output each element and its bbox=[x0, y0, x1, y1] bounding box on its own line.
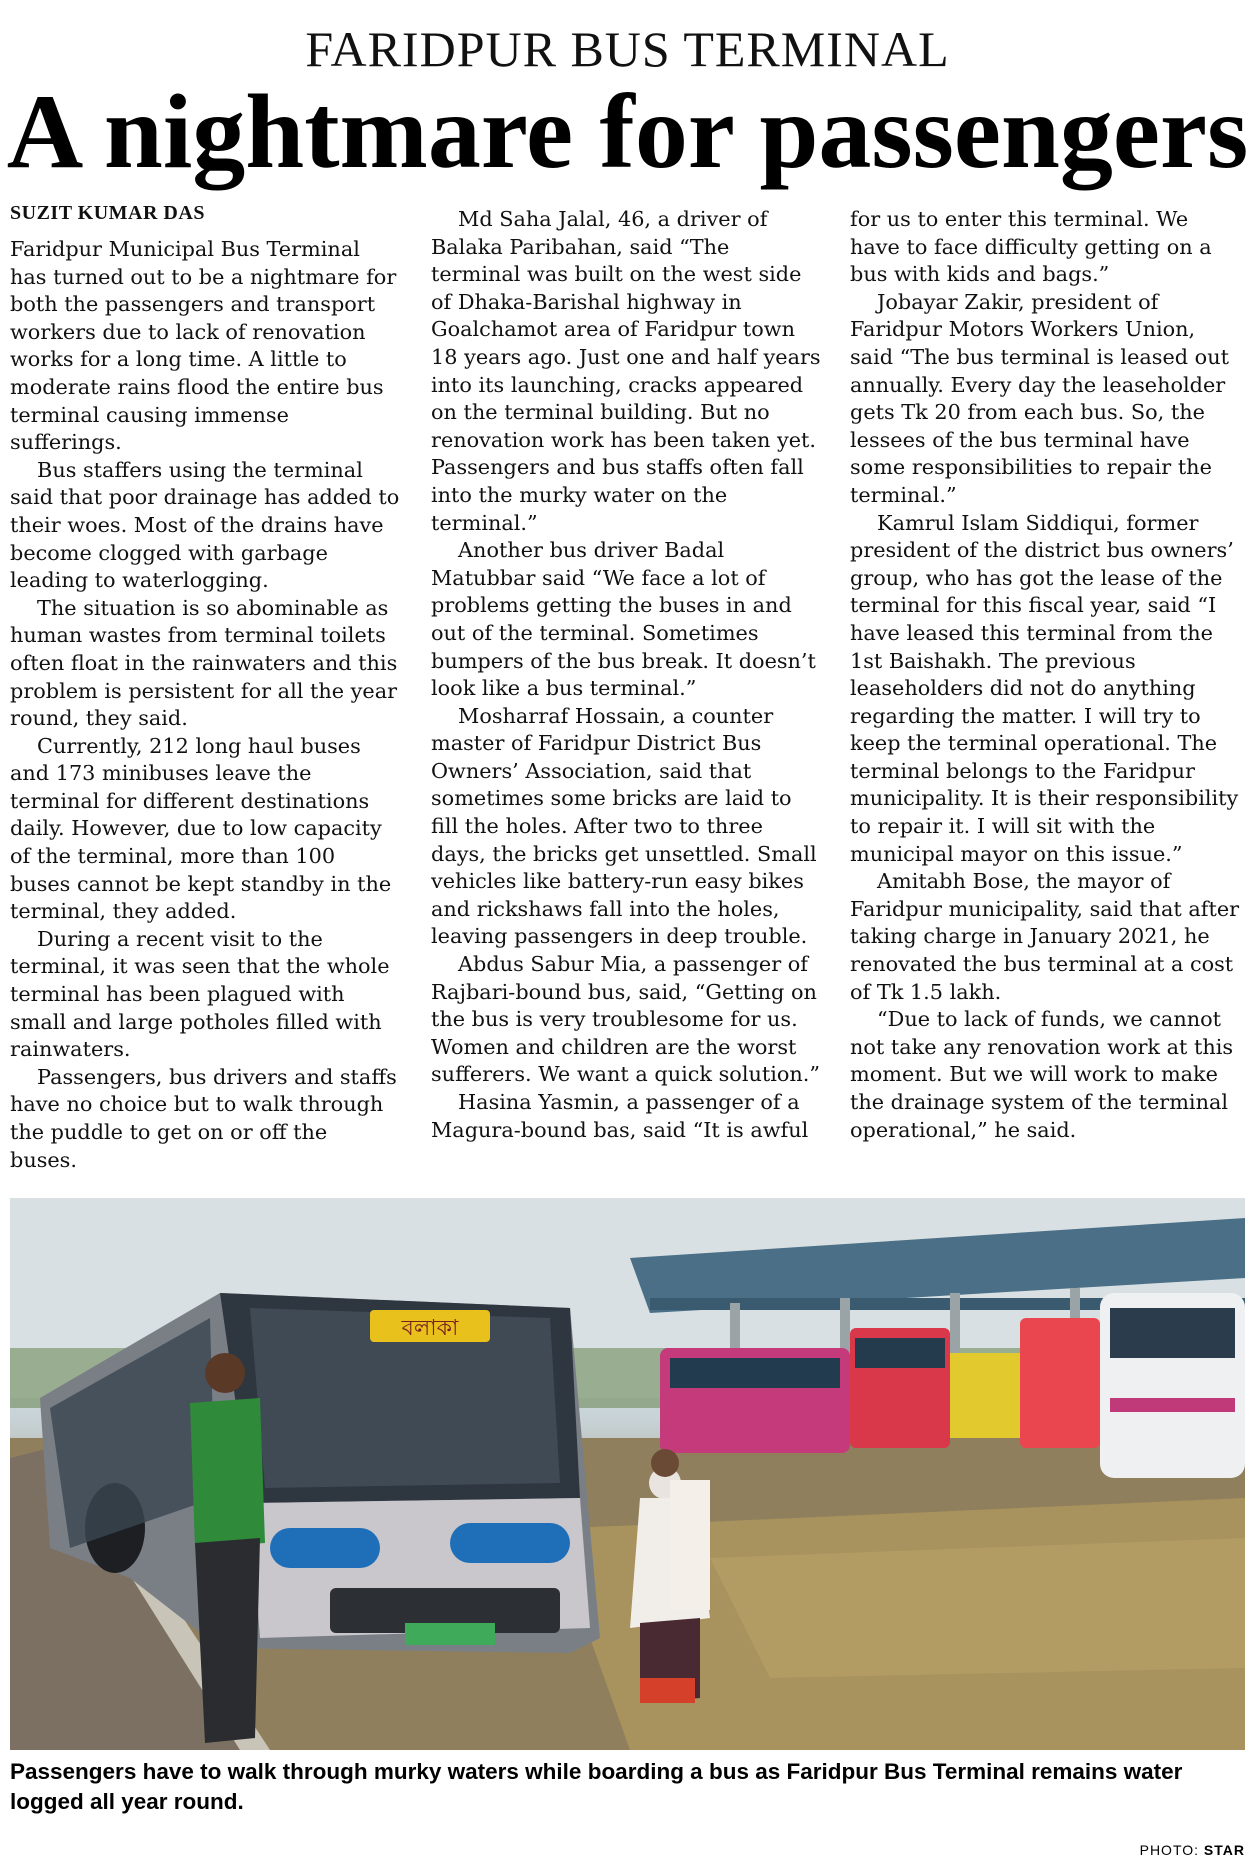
byline: SUZIT KUMAR DAS bbox=[10, 202, 205, 224]
article-column-1 bbox=[10, 236, 400, 1174]
photo-credit-source: STAR bbox=[1203, 1842, 1245, 1858]
article-paragraph: During a recent visit to the terminal, it was seen that the whole terminal has been plagued with small and large potholes filled with rainwaters. bbox=[10, 926, 390, 1062]
article-paragraph: Currently, 212 long haul buses and 173 minibuses leave the terminal for different destinations daily. However, due to low capacity of the terminal, more than 100 buses cannot be kept standby in the terminal, they added. bbox=[10, 733, 392, 924]
bus-terminal-photo bbox=[10, 1198, 1245, 1750]
article-paragraph: The situation is so abominable as human wastes from terminal toilets often float in the rainwaters and this problem is persistent for all the year round, they said. bbox=[10, 595, 398, 731]
article-column-2 bbox=[431, 206, 821, 1144]
article-paragraph: Abdus Sabur Mia, a passenger of Rajbari-bound bus, said, “Getting on the bus is very troublesome for us. Women and children are the worst sufferers. We want a quick solution.” bbox=[431, 952, 821, 1087]
article-paragraph: “Due to lack of funds, we cannot not take any renovation work at this moment. But we will work to make the drainage system of the terminal operational,” he said. bbox=[850, 1007, 1234, 1142]
article-paragraph: Bus staffers using the terminal said that poor drainage has added to their woes. Most of the drains have become clogged with garbage leading to waterlogging. bbox=[10, 457, 400, 593]
article-paragraph: Passengers, bus drivers and staffs have no choice but to walk through the puddle to get on or off the buses. bbox=[10, 1064, 397, 1172]
article-paragraph: Mosharraf Hossain, a counter master of Faridpur District Bus Owners’ Association, said that sometimes some bricks are laid to fill the holes. After two to three days, the bricks get unsettled. Small vehicles like battery-run easy bikes and rickshaws fall into the holes, leaving passengers in deep trouble. bbox=[431, 703, 817, 949]
article-paragraph: Hasina Yasmin, a passenger of a Magura-bound bas, said “It is awful bbox=[431, 1090, 809, 1142]
photo-credit-label: PHOTO: bbox=[1139, 1842, 1200, 1858]
article-paragraph: Md Saha Jalal, 46, a driver of Balaka Paribahan, said “The terminal was built on the west side of Dhaka-Barishal highway in Goalchamot area of Faridpur town 18 years ago. Just one and half years into its launching, cracks appeared on the terminal building. But no renovation work has been taken yet. Passengers and bus staffs often fall into the murky water on the terminal.” bbox=[431, 207, 821, 535]
section-kicker: FARIDPUR BUS TERMINAL bbox=[305, 21, 950, 77]
article-paragraph: Another bus driver Badal Matubbar said “We face a lot of problems getting the buses in and out of the terminal. Sometimes bumpers of the bus break. It doesn’t look like a bus terminal.” bbox=[431, 538, 816, 701]
article-paragraph: Jobayar Zakir, president of Faridpur Motors Workers Union, said “The bus terminal is leased out annually. Every day the leaseholder gets Tk 20 from each bus. So, the lessees of the bus terminal have some responsibilities to repair the terminal.” bbox=[850, 289, 1229, 507]
article-paragraph: Amitabh Bose, the mayor of Faridpur municipality, said that after taking charge in January 2021, he renovated the bus terminal at a cost of Tk 1.5 lakh. bbox=[850, 869, 1240, 1004]
headline: A nightmare for passengers bbox=[6, 73, 1249, 190]
photo-credit bbox=[1140, 1842, 1245, 1858]
article-paragraph: Faridpur Municipal Bus Terminal has turned out to be a nightmare for both the passengers and transport workers due to lack of renovation works for a long time. A little to moderate rains flood the entire bus terminal causing immense sufferings. bbox=[10, 237, 397, 455]
article-paragraph: Kamrul Islam Siddiqui, former president of the district bus owners’ group, who has got the lease of the terminal for this fiscal year, said “I have leased this terminal from the 1st Baishakh. The previous leaseholders did not do anything regarding the matter. I will try to keep the terminal operational. The terminal belongs to the Faridpur municipality. It is their responsibility to repair it. I will sit with the municipal mayor on this issue.” bbox=[850, 510, 1239, 866]
photo-caption: Passengers have to walk through murky waters while boarding a bus as Faridpur Bus Terminal remains water logged all year round. bbox=[10, 1759, 1183, 1814]
article-column-3 bbox=[850, 206, 1240, 1144]
bus-destination-sign: বলাকা bbox=[401, 1316, 459, 1341]
article-paragraph: for us to enter this terminal. We have to face difficulty getting on a bus with kids and bags.” bbox=[850, 207, 1212, 287]
